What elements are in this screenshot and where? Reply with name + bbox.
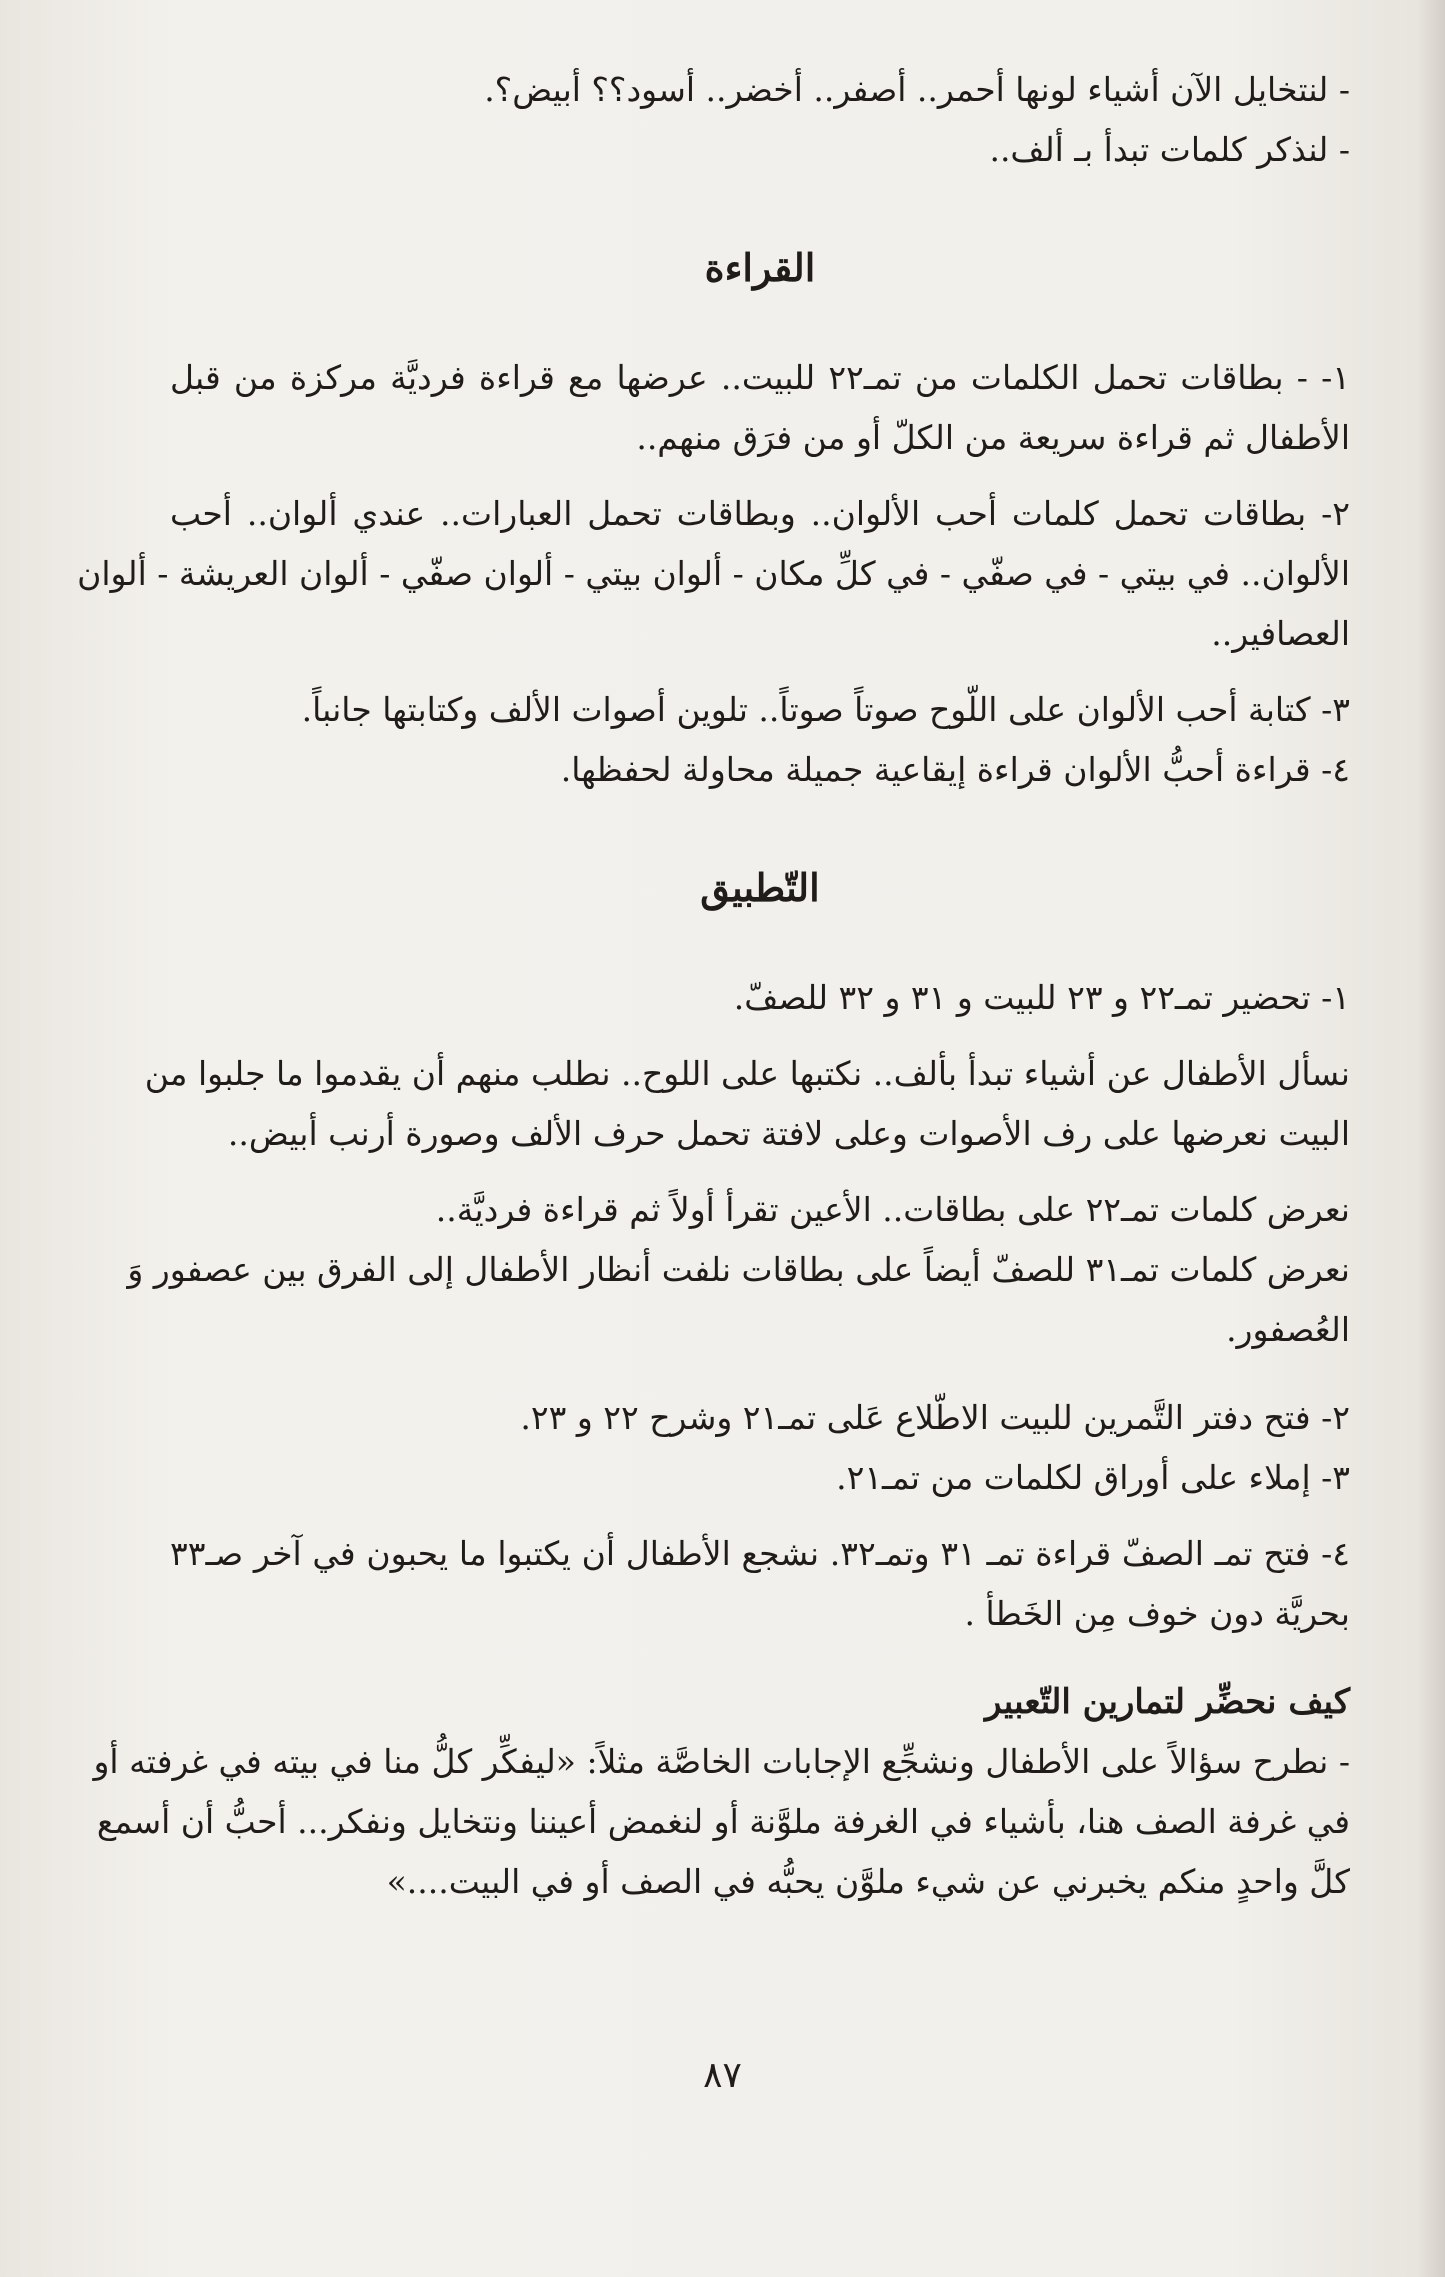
section-title-reading: القراءة xyxy=(704,245,816,290)
application-item-4-line-1: ٤- فتح تمـ الصفّ قراءة تمـ ٣١ وتمـ٣٢. نشجع الأطفال أن يكتبوا ما يحبون في آخر صـ٣٣ xyxy=(170,1534,1351,1573)
reading-item-3: ٣- كتابة أحب الألوان على اللّوح صوتاً صوتاً.. تلوين أصوات الألف وكتابتها جانباً. xyxy=(301,690,1350,729)
application-para-1-line-1: نسأل الأطفال عن أشياء تبدأ بألف.. نكتبها على اللوح.. نطلب منهم أن يقدموا ما جلبوا من xyxy=(144,1054,1350,1093)
application-item-4-line-2: بحريَّة دون خوف مِن الخَطأ . xyxy=(964,1594,1350,1633)
section-title-expression: كيف نحضِّر لتمارين التّعبير xyxy=(985,1682,1350,1722)
page-number: ٨٧ xyxy=(703,2055,742,2096)
expression-line-1: - نطرح سؤالاً على الأطفال ونشجِّع الإجابات الخاصَّة مثلاً: «ليفكِّر كلُّ منا في بيته في غرفته أو xyxy=(93,1742,1350,1781)
expression-line-2: في غرفة الصف هنا، بأشياء في الغرفة ملوَّنة أو لنغمض أعيننا ونتخايل ونفكر... أحبُّ أن أسمع xyxy=(96,1802,1350,1841)
application-para-2: نعرض كلمات تمـ٢٢ على بطاقات.. الأعين تقرأ أولاً ثم قراءة فرديَّة.. xyxy=(435,1190,1350,1229)
intro-line-alef: - لنذكر كلمات تبدأ بـ ألف.. xyxy=(989,130,1350,169)
intro-line-colors: - لنتخايل الآن أشياء لونها أحمر.. أصفر.. أخضر.. أسود؟؟ أبيض؟. xyxy=(484,70,1350,109)
reading-item-2-line-1: ٢- بطاقات تحمل كلمات أحب الألوان.. وبطاقات تحمل العبارات.. عندي ألوان.. أحب xyxy=(170,494,1350,533)
reading-item-1-line-1: ١- - بطاقات تحمل الكلمات من تمـ٢٢ للبيت.. عرضها مع قراءة فرديَّة مركزة من قبل xyxy=(170,358,1350,397)
application-para-3-line-1: نعرض كلمات تمـ٣١ للصفّ أيضاً على بطاقات نلفت أنظار الأطفال إلى الفرق بين عصفور وَ xyxy=(127,1250,1350,1289)
reading-item-2-line-3: العصافير.. xyxy=(1211,614,1350,653)
application-item-1: ١- تحضير تمـ٢٢ و ٢٣ للبيت و ٣١ و ٣٢ للصفّ. xyxy=(733,978,1350,1017)
application-item-2: ٢- فتح دفتر التَّمرين للبيت الاطّلاع عَلى تمـ٢١ وشرح ٢٢ و ٢٣. xyxy=(520,1398,1350,1437)
reading-item-4: ٤- قراءة أحبُّ الألوان قراءة إيقاعية جميلة محاولة لحفظها. xyxy=(560,750,1350,789)
page-spine-shadow xyxy=(1417,0,1445,2277)
section-title-application: التّطبيق xyxy=(700,865,820,910)
application-item-3: ٣- إملاء على أوراق لكلمات من تمـ٢١. xyxy=(836,1458,1350,1497)
reading-item-1-line-2: الأطفال ثم قراءة سريعة من الكلّ أو من فرَق منهم.. xyxy=(636,418,1350,457)
reading-item-2-line-2: الألوان.. في بيتي - في صفّي - في كلِّ مكان - ألوان بيتي - ألوان صفّي - ألوان العريشة - ألوان xyxy=(77,554,1350,593)
page-body xyxy=(77,60,1351,1912)
application-para-1-line-2: البيت نعرضها على رف الأصوات وعلى لافتة تحمل حرف الألف وصورة أرنب أبيض.. xyxy=(227,1114,1350,1153)
expression-line-3: كلَّ واحدٍ منكم يخبرني عن شيء ملوَّن يحبُّه في الصف أو في البيت....» xyxy=(386,1862,1350,1901)
application-para-3-line-2: العُصفور. xyxy=(1226,1310,1350,1349)
